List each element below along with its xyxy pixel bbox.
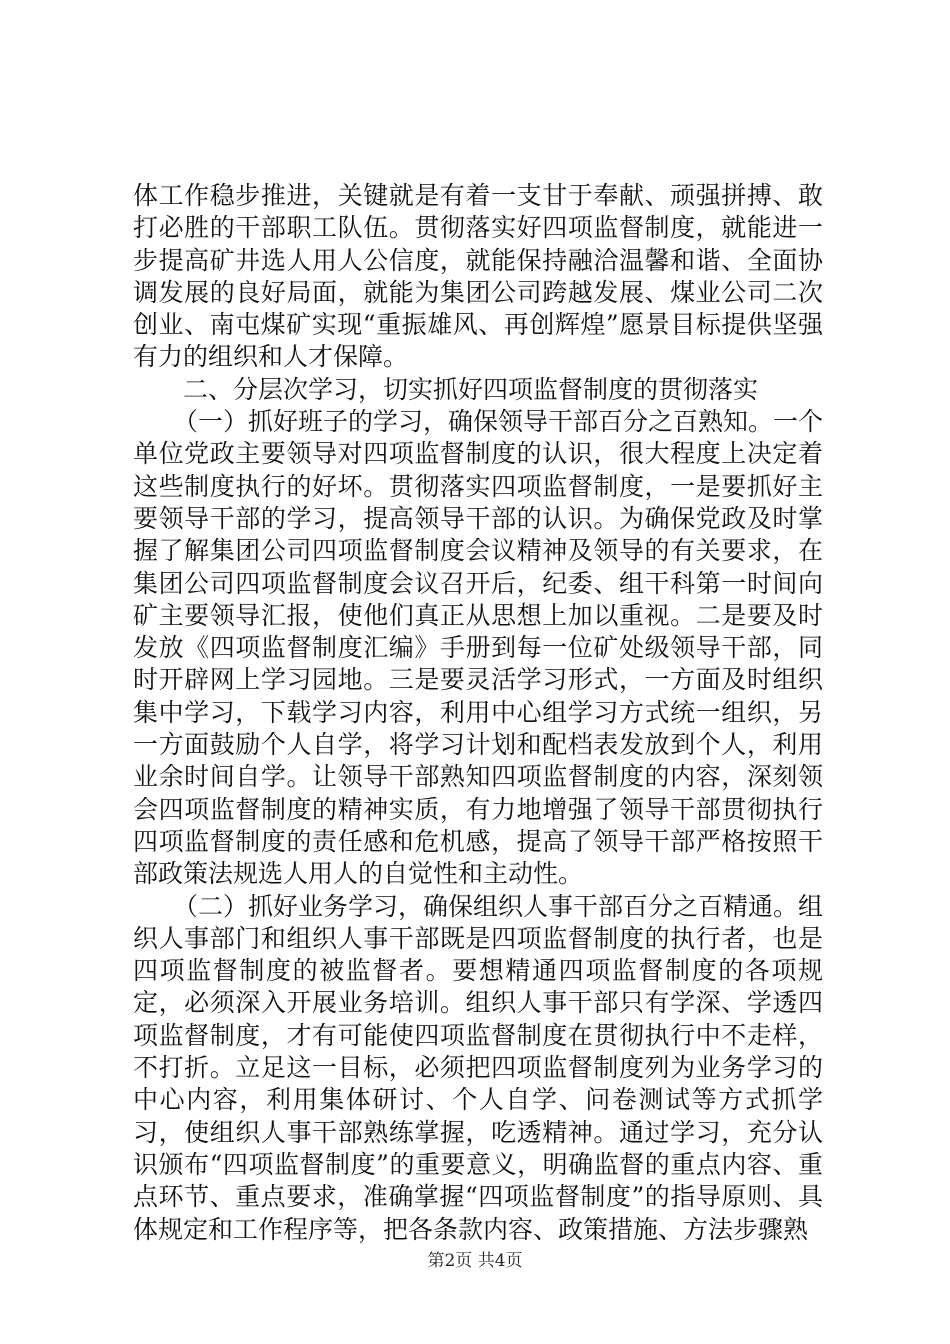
paragraph-business-study: （二）抓好业务学习，确保组织人事干部百分之百精通。组织人事部门和组织人事干部既是四项监督制度的执行者，也是四项监督制度的被监督者。要想精通四项监督制度的各项规定，必须深入开展业务培训。组织人事干部只有学深、学透四项监督制度，才有可能使四项监督制度在贯彻执行中不走样，不打折。立足这一目标，必须把四项监督制度列为业务学习的中心内容，利用集体研讨、个人自学、问卷测试等方式抓学习，使组织人事干部熟练掌握，吃透精神。通过学习，充分认识颁布“四项监督制度”的重要意义，明确监督的重点内容、重点环节、重点要求，准确掌握“四项监督制度”的指导原则、具体规定和工作程序等，把各条款内容、政策措施、方法步骤熟 — [133, 891, 824, 1244]
paragraph-leadership-study: （一）抓好班子的学习，确保领导干部百分之百熟知。一个单位党政主要领导对四项监督制度的认识，很大程度上决定着这些制度执行的好坏。贯彻落实四项监督制度，一是要抓好主要领导干部的学习，提高领导干部的认识。为确保党政及时掌握了解集团公司四项监督制度会议精神及领导的有关要求，在集团公司四项监督制度会议召开后，纪委、组干科第一时间向矿主要领导汇报，使他们真正从思想上加以重视。二是要及时发放《四项监督制度汇编》手册到每一位矿处级领导干部，同时开辟网上学习园地。三是要灵活学习形式，一方面及时组织集中学习，下载学习内容，利用中心组学习方式统一组织，另一方面鼓励个人自学，将学习计划和配档表发放到个人，利用业余时间自学。让领导干部熟知四项监督制度的内容，深刻领会四项监督制度的精神实质，有力地增强了领导干部贯彻执行四项监督制度的责任感和危机感，提高了领导干部严格按照干部政策法规选人用人的自觉性和主动性。 — [133, 407, 824, 889]
page-number-footer: 第2页 共4页 — [427, 1251, 523, 1271]
paragraph-continuation: 体工作稳步推进，关键就是有着一支甘于奉献、顽强拼搏、敢打必胜的干部职工队伍。贯彻落实好四项监督制度，就能进一步提高矿井选人用人公信度，就能保持融洽温馨和谐、全面协调发展的良好局面，就能为集团公司跨越发展、煤业公司二次创业、南屯煤矿实现“重振雄风、再创辉煌”愿景目标提供坚强有力的组织和人才保障。 — [133, 181, 823, 372]
document-body — [133, 180, 823, 1246]
section-heading: 二、分层次学习，切实抓好四项监督制度的贯彻落实 — [183, 374, 759, 404]
